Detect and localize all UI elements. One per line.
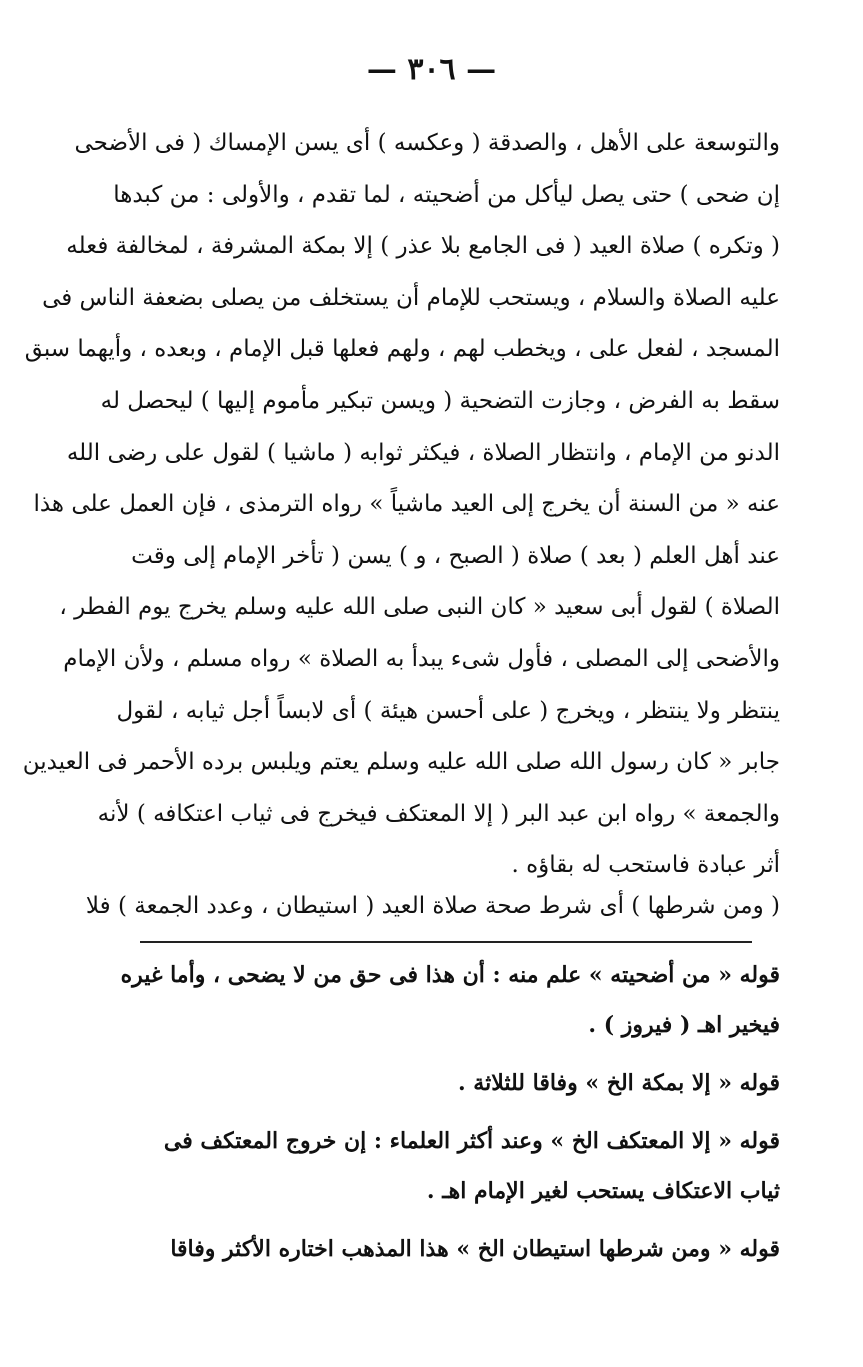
text-line: ينتظر ولا ينتظر ، ويخرج ( على أحسن هيئة ) أى لابساً أجل ثيابه ، لقول [116, 697, 780, 724]
footnote-line: قوله « من أضحيته » علم منه : أن هذا فى حق من لا يضحى ، وأما غيره [120, 962, 780, 988]
footnote [140, 1116, 780, 1216]
text-line: عنه « من السنة أن يخرج إلى العيد ماشياً » رواه الترمذى ، فإن العمل على هذا [33, 491, 780, 518]
footnotes [120, 950, 780, 1282]
main-text [22, 118, 780, 892]
text-line: ( وتكره ) صلاة العيد ( فى الجامع بلا عذر ) إلا بمكة المشرفة ، لمخالفة فعله [66, 233, 780, 260]
footnote-line: ثياب الاعتكاف يستحب لغير الإمام اهـ . [426, 1178, 780, 1204]
footnote [120, 950, 780, 1050]
text-line: والجمعة » رواه ابن عبد البر ( إلا المعتكف فيخرج فى ثياب اعتكافه ) لأنه [97, 800, 780, 827]
footnote [140, 1058, 780, 1108]
text-line: جابر « كان رسول الله صلى الله عليه وسلم يعتم ويلبس برده الأحمر فى العيدين [22, 749, 780, 776]
text-line: الصلاة ) لقول أبى سعيد « كان النبى صلى الله عليه وسلم يخرج يوم الفطر ، [59, 594, 780, 621]
text-line: أثر عبادة فاستحب له بقاؤه . [511, 852, 780, 879]
text-line: سقط به الفرض ، وجازت التضحية ( ويسن تبكير مأموم إليها ) ليحصل له [100, 387, 780, 414]
text-line: عند أهل العلم ( بعد ) صلاة ( الصبح ، و ) يسن ( تأخر الإمام إلى وقت [131, 542, 780, 569]
text-line: المسجد ، لفعل على ، ويخطب لهم ، ولهم فعلها قبل الإمام ، وبعده ، وأيهما سبق [24, 336, 780, 363]
text-line: عليه الصلاة والسلام ، ويستحب للإمام أن يستخلف من يصلى بضعفة الناس فى [42, 284, 780, 311]
footnote [140, 1224, 780, 1274]
footnote-line: قوله « إلا بمكة الخ » وفاقا للثلاثة . [457, 1070, 780, 1096]
footnote-line: قوله « ومن شرطها استيطان الخ » هذا المذهب اختاره الأكثر وفاقا [170, 1236, 780, 1262]
text-line: الدنو من الإمام ، وانتظار الصلاة ، فيكثر ثوابه ( ماشيا ) لقول على رضى الله [66, 439, 780, 466]
footnote-line: فيخير اهـ ( فيروز ) . [588, 1012, 780, 1038]
text-line: إن ضحى ) حتى يصل ليأكل من أضحيته ، لما تقدم ، والأولى : من كبدها [113, 181, 780, 208]
footnote-divider [140, 941, 752, 943]
page-number: — ٣٠٦ — [366, 52, 497, 87]
footnote-line: قوله « إلا المعتكف الخ » وعند أكثر العلماء : إن خروج المعتكف فى [163, 1128, 780, 1154]
text-line: والأضحى إلى المصلى ، فأول شىء يبدأ به الصلاة » رواه مسلم ، ولأن الإمام [63, 645, 780, 672]
text-line-last: ( ومن شرطها ) أى شرط صحة صلاة العيد ( استيطان ، وعدد الجمعة ) فلا [85, 893, 780, 919]
text-line: والتوسعة على الأهل ، والصدقة ( وعكسه ) أى يسن الإمساك ( فى الأضحى [74, 130, 780, 156]
